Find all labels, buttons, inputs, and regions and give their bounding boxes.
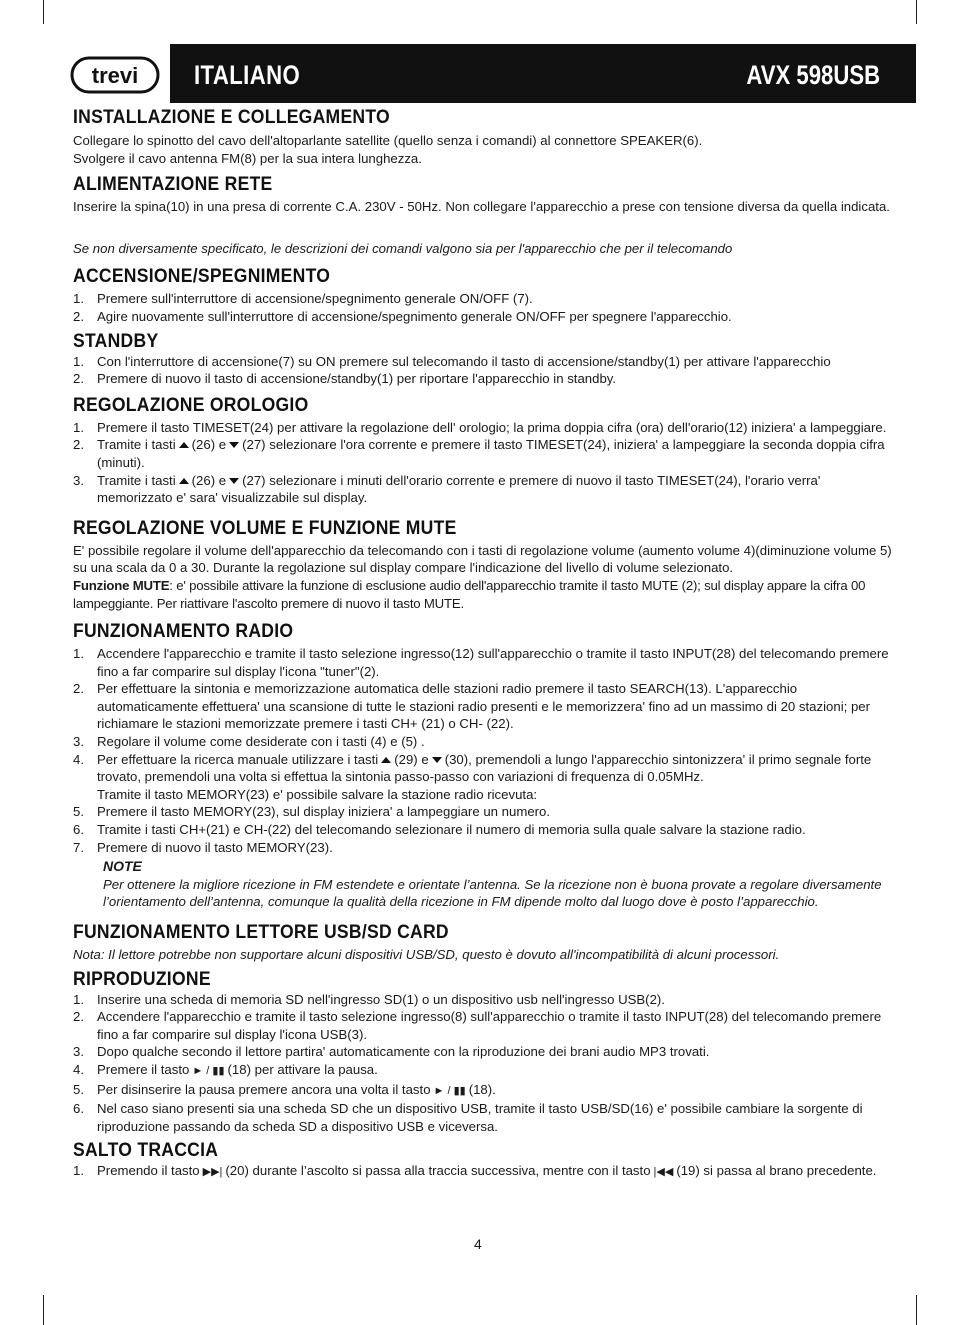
- list-item: 1. Premere sull'interruttore di accensione/spegnimento generale ON/OFF (7).: [73, 291, 533, 307]
- install-title: INSTALLAZIONE E COLLEGAMENTO: [73, 106, 390, 128]
- install-p2: Svolgere il cavo antenna FM(8) per la sua intera lunghezza.: [73, 150, 422, 166]
- usb-note: Nota: Il lettore potrebbe non supportare alcuni dispositivi USB/SD, questo è dovuto all'incompatibilità di alcuni processori.: [73, 947, 780, 962]
- up-arrow-icon: [179, 442, 189, 448]
- manual-content: [73, 103, 893, 1182]
- list-item: 3. Regolare il volume come desiderate con i tasti (4) e (5) .: [73, 734, 425, 750]
- model-label: AVX 598USB: [746, 60, 880, 90]
- header-bar: [170, 44, 916, 103]
- list-item: 7. Premere di nuovo il tasto MEMORY(23).: [73, 839, 333, 855]
- install-p1: Collegare lo spinotto del cavo dell'altoparlante satellite (quello senza i comandi) al connettore SPEAKER(6).: [73, 133, 703, 148]
- up-arrow-icon: [381, 757, 391, 763]
- play-title: RIPRODUZIONE: [73, 967, 211, 990]
- list-item: 3. Dopo qualche secondo il lettore partira' automaticamente con la riproduzione dei brani audio MP3 trovati.: [73, 1044, 710, 1060]
- crop-mark: [916, 0, 917, 24]
- language-label: ITALIANO: [194, 60, 301, 90]
- down-arrow-icon: [229, 478, 239, 484]
- remote-note: Se non diversamente specificato, le descrizioni dei comandi valgono sia per l'apparecchio che per il telecomando: [73, 240, 733, 256]
- list-item: 2. Per effettuare la sintonia e memorizzazione automatica delle stazioni radio premere il tasto SEARCH(13). L'apparecchio automaticamente effettuera' una scansione di tutte le stazioni radio presenti e le memorizzera' fino ad un massimo di 20 stazioni; per richiamare le stazioni memorizzate premere i tasti CH+ (21) o CH- (22).: [73, 681, 871, 732]
- list-item: 6. Tramite i tasti CH+(21) e CH-(22) del telecomando selezionare il numero di memoria sulla quale salvare la stazione radio.: [73, 822, 806, 838]
- list-item: 1. Inserire una scheda di memoria SD nell'ingresso SD(1) o un dispositivo usb nell'ingresso USB(2).: [73, 991, 665, 1007]
- list-item: 2. Premere di nuovo il tasto di accensione/standby(1) per riportare l'apparecchio in standby.: [73, 371, 617, 387]
- crop-mark: [43, 1295, 44, 1325]
- volume-p1: E' possibile regolare il volume dell'apparecchio da telecomando con i tasti di regolazione volume (aumento volume 4)(diminuzione volume 5) su una scala da 0 a 30. Durante la regolazione sul display compare l'indicazione del livello di volume selezionato.: [73, 542, 892, 576]
- play-pause-icon: ► / ▮▮: [433, 1084, 466, 1097]
- usb-title: FUNZIONAMENTO LETTORE USB/SD CARD: [73, 921, 449, 943]
- skip-title: SALTO TRACCIA: [73, 1139, 219, 1162]
- onoff-title: ACCENSIONE/SPEGNIMENTO: [73, 265, 331, 288]
- list-item: 2. Tramite i tasti (26) e (27) selezionare l'ora corrente e premere il tasto TIMESET(24), iniziera' a lampeggiare la seconda doppia cifra (minuti).: [73, 437, 885, 470]
- down-arrow-icon: [432, 757, 442, 763]
- note-title: NOTE: [103, 858, 142, 875]
- crop-mark: [916, 1295, 917, 1325]
- previous-track-icon: |◀◀: [653, 1166, 674, 1179]
- power-title: ALIMENTAZIONE RETE: [73, 173, 273, 196]
- mute-text: : e' possibile attivare la funzione di esclusione audio dell'apparecchio tramite il tasto MUTE (2); sul display appare la cifra 00 lampeggiante. Per riattivare l'ascolto premere di nuovo il tasto MUTE.: [73, 577, 866, 611]
- list-item: 2. Agire nuovamente sull'interruttore di accensione/spegnimento generale ON/OFF per spegnere l'apparecchio.: [73, 308, 732, 324]
- list-item: 5. Per disinserire la pausa premere ancora una volta il tasto ► / ▮▮ (18).: [73, 1081, 893, 1101]
- volume-title: REGOLAZIONE VOLUME E FUNZIONE MUTE: [73, 516, 457, 539]
- up-arrow-icon: [179, 478, 189, 484]
- list-item: 1. Accendere l'apparecchio e tramite il tasto selezione ingresso(12) sull'apparecchio o tramite il tasto INPUT(28) del telecomando premere fino a far comparire sul display l'icona "tuner"(2).: [73, 646, 889, 679]
- page-number: 4: [474, 1236, 482, 1252]
- list-item: 1. Premendo il tasto ▶▶| (20) durante l’ascolto si passa alla traccia successiva, mentre con il tasto |◀◀ (19) si passa al brano precedente.: [73, 1162, 893, 1182]
- down-arrow-icon: [229, 442, 239, 448]
- power-p1: Inserire la spina(10) in una presa di corrente C.A. 230V - 50Hz. Non collegare l'apparecchio a prese con tensione diversa da quella indicata.: [73, 199, 890, 215]
- radio-title: FUNZIONAMENTO RADIO: [73, 620, 294, 643]
- list-item: 4. Per effettuare la ricerca manuale utilizzare i tasti (29) e (30), premendoli a lungo l'apparecchio sintonizzera' il primo segnale forte trovato, premendoli una volta si effettua la sintonia passo-passo con variazioni di frequenza di 0.05MHz. Tramite il tasto MEMORY(23) e' possibile salvare la stazione radio ricevuta:: [73, 751, 872, 802]
- mute-label: Funzione MUTE: [73, 577, 170, 593]
- list-item: 1. Premere il tasto TIMESET(24) per attivare la regolazione dell' orologio; la prima doppia cifra (ora) dell'orario(12) iniziera' a lampeggiare.: [73, 419, 887, 435]
- mute-paragraph: [73, 577, 893, 612]
- logo-text: trevi: [91, 63, 139, 88]
- next-track-icon: ▶▶|: [202, 1166, 223, 1179]
- standby-title: STANDBY: [73, 329, 159, 352]
- list-item: 5. Premere il tasto MEMORY(23), sul display iniziera' a lampeggiare un numero.: [73, 804, 551, 820]
- play-pause-icon: ► / ▮▮: [192, 1064, 225, 1077]
- clock-title: REGOLAZIONE OROLOGIO: [73, 393, 309, 416]
- list-item: 4. Premere il tasto ► / ▮▮ (18) per attivare la pausa.: [73, 1061, 893, 1081]
- list-item: 1. Con l'interruttore di accensione(7) su ON premere sul telecomando il tasto di accensione/standby(1) per attivare l'apparecchio: [73, 353, 831, 369]
- list-item: 3. Tramite i tasti (26) e (27) selezionare i minuti dell'orario corrente e premere di nuovo il tasto TIMESET(24), l'orario verra' memorizzato e' sara' visualizzabile sul display.: [73, 472, 821, 506]
- crop-mark: [43, 0, 44, 24]
- trevi-logo: [70, 56, 160, 94]
- list-item: 2. Accendere l'apparecchio e tramite il tasto selezione ingresso(8) sull'apparecchio o tramite il tasto INPUT(28) del telecomando premere fino a far comparire sul display l'icona USB(3).: [73, 1009, 882, 1042]
- note-text: Per ottenere la migliore ricezione in FM estendete e orientate l’antenna. Se la ricezione non è buona provate a regolare diversamente l’orientamento dell’antenna, comunque la qualità della ricezione in FM dipende molto dal luogo dove è posto l’apparecchio.: [103, 876, 882, 910]
- note-block: [73, 858, 893, 911]
- list-item: 6. Nel caso siano presenti sia una scheda SD che un dispositivo USB, tramite il tasto USB/SD(16) e' possibile cambiare la sorgente di riproduzione passando da scheda SD a dispositivo USB e viceversa.: [73, 1101, 863, 1134]
